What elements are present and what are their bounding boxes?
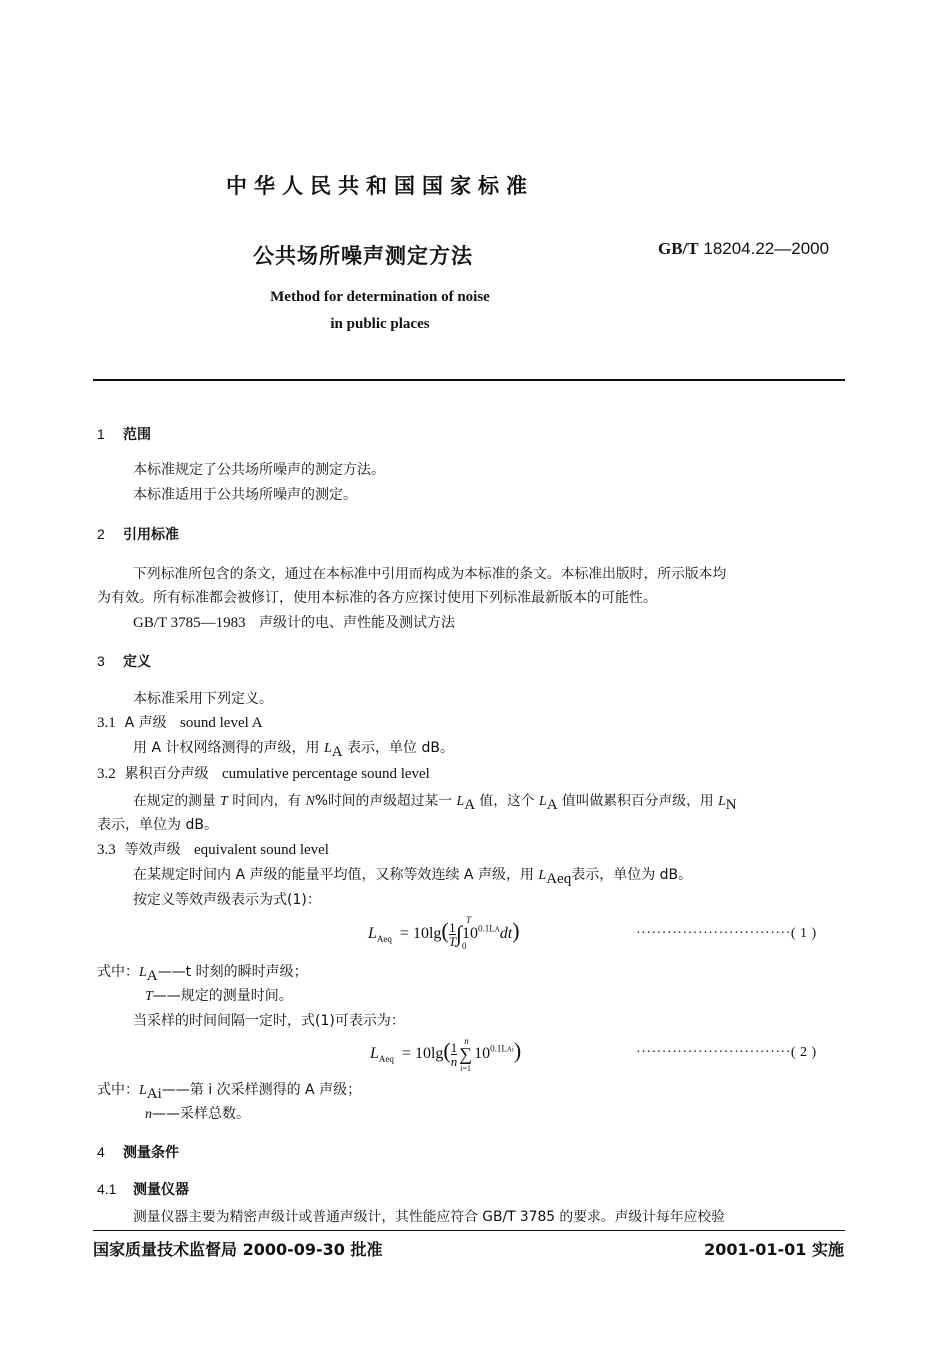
section-1-para-1: 本标准规定了公共场所噪声的测定方法。 — [133, 462, 385, 478]
implementation-date: 2001-01-01 实施 — [704, 1240, 844, 1259]
equation-2-intro: 当采样的时间间隔一定时，式(1)可表示为： — [133, 1013, 405, 1029]
equation-1: $L_{Aeq} = 10\lg$( $\frac{1}{T}$ ∫ T 0 $10^{0.1LA}dt$) — [368, 915, 520, 952]
section-2-para-line1: 下列标准所包含的条文，通过在本标准中引用而构成为本标准的条文。本标准出版时，所示版本均 — [133, 566, 727, 582]
header-rule — [93, 379, 845, 381]
definition-3-2-heading: 3.2 累积百分声级 cumulative percentage sound level — [97, 766, 430, 782]
equation-2-label: ······························( 2 ) — [636, 1045, 817, 1060]
equation-1-label: ······························( 1 ) — [636, 926, 817, 941]
english-title-line1: Method for determination of noise — [270, 289, 490, 305]
definition-3-2-text: 在规定的测量 T 时间内，有 N%时间的声级超过某一 $L_A$ 值，这个 $L_A$ 值叫做累积百分声级，用 $L_N$ — [133, 793, 737, 813]
section-4-1-text: 测量仪器主要为精密声级计或普通声级计，其性能应符合 GB/T 3785 的要求。声级计每年应校验 — [133, 1209, 725, 1225]
section-4-heading: 4 测量条件 — [97, 1144, 179, 1161]
equation-2: $L_{Aeq} = 10\lg$( $\frac{1}{n}$ ∑ n i=1 $10^{0.1LAi}$) — [370, 1035, 522, 1073]
section-4-1-heading: 4.1 测量仪器 — [97, 1181, 189, 1198]
section-2-heading: 2 引用标准 — [97, 526, 179, 543]
document-title: 公共场所噪声测定方法 — [253, 244, 473, 268]
definition-3-1-text: 用 A 计权网络测得的声级，用 $L_A$ 表示，单位 dB。 — [133, 740, 454, 760]
section-1-para-2: 本标准适用于公共场所噪声的测定。 — [133, 487, 357, 503]
footer-rule — [93, 1230, 845, 1231]
definition-3-2-text-line2: 表示，单位为 dB。 — [97, 817, 218, 833]
section-3-heading: 3 定义 — [97, 653, 151, 670]
definition-3-3-text-line2: 按定义等效声级表示为式(1)： — [133, 892, 321, 908]
standard-code: GB/T 18204.22—2000 — [658, 239, 830, 258]
standard-type: 中华人民共和国国家标准 — [226, 174, 534, 198]
equation-1-where-1: 式中：$L_A——t$ 时刻的瞬时声级； — [97, 964, 308, 984]
section-2-para-line2: 为有效。所有标准都会被修订，使用本标准的各方应探讨使用下列标准最新版本的可能性。 — [97, 590, 657, 606]
equation-2-where-2: n——采样总数。 — [145, 1106, 250, 1122]
equation-2-where-1: 式中：$L_{Ai}——$第 i 次采样测得的 A 声级； — [97, 1082, 362, 1102]
approval-info: 国家质量技术监督局 2000-09-30 批准 — [93, 1240, 383, 1259]
referenced-standard: GB/T 3785—1983 声级计的电、声性能及测试方法 — [133, 615, 456, 631]
equation-1-where-2: T——规定的测量时间。 — [145, 988, 293, 1004]
definition-3-1-heading: 3.1 A 声级 sound level A — [97, 715, 263, 731]
section-1-heading: 1 范围 — [97, 426, 151, 443]
definition-3-3-text: 在某规定时间内 A 声级的能量平均值，又称等效连续 A 声级，用 $L_{Aeq}$表示，单位为 dB。 — [133, 867, 693, 887]
english-title-line2: in public places — [330, 316, 430, 332]
definition-3-3-heading: 3.3 等效声级 equivalent sound level — [97, 842, 329, 858]
section-3-intro: 本标准采用下列定义。 — [133, 691, 273, 707]
